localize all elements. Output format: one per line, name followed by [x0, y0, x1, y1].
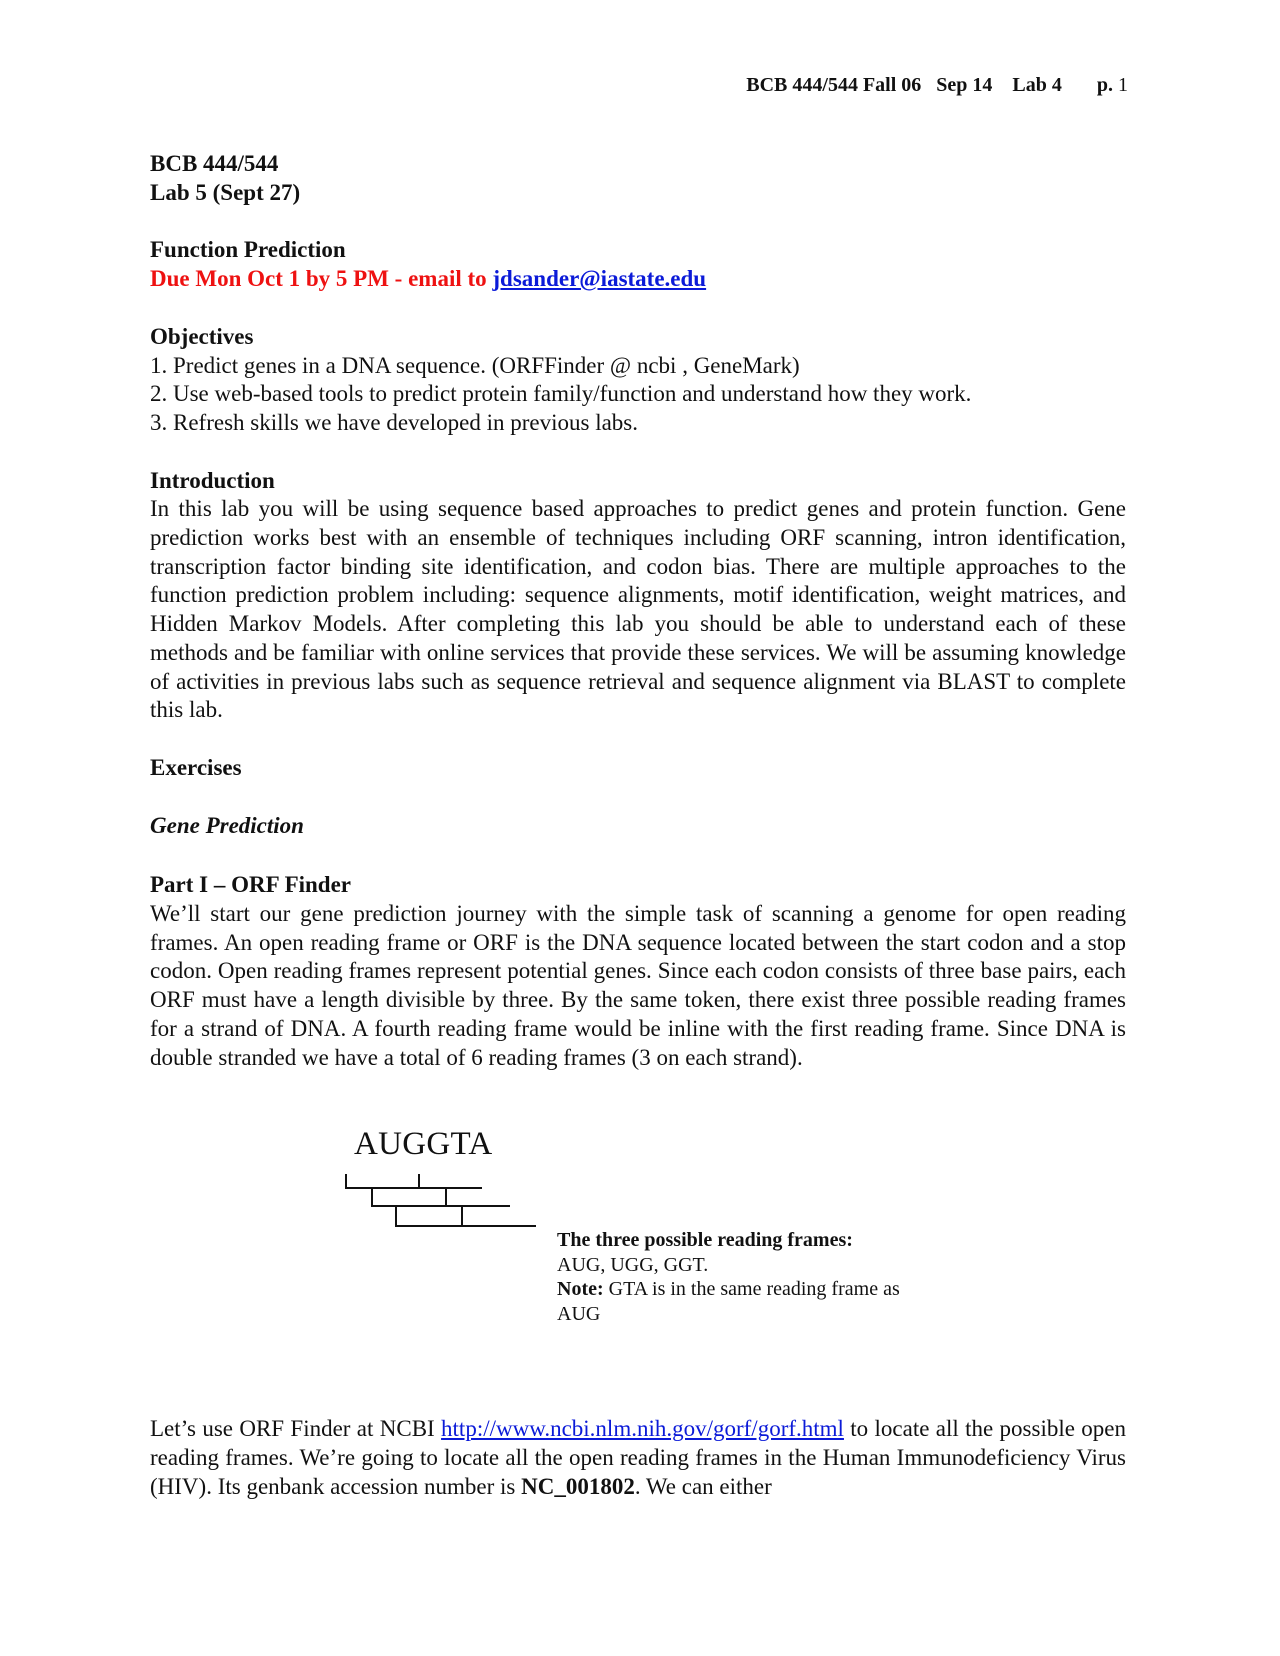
reading-frame-brackets: [340, 1144, 540, 1224]
introduction-paragraph: In this lab you will be using sequence based approaches to predict genes and protein function. Gene prediction works best with an ensemble of techniques including ORF scanning, intron identification, transcription factor binding site identification, and codon bias. There are multiple approaches to the function prediction problem including: sequence alignments, motif identification, weight matrices, and Hidden Markov Models. After completing this lab you should be able to understand each of these methods and be familiar with online services that provide these services. We will be assuming knowledge of activities in previous labs such as sequence retrieval and sequence alignment via BLAST to complete this lab.: [150, 496, 1126, 723]
ncbi-orf-link[interactable]: http://www.ncbi.nlm.nih.gov/gorf/gorf.html: [441, 1416, 844, 1441]
part1-paragraph: We’ll start our gene prediction journey with the simple task of scanning a genome for open reading frames. An open reading frame or ORF is the DNA sequence located between the start codon and a stop codon. Open reading frames represent potential genes. Since each codon consists of three base pairs, each ORF must have a length divisible by three. By the same token, there exist three possible reading frames for a strand of DNA. A fourth reading frame would be inline with the first reading frame. Since DNA is double stranded we have a total of 6 reading frames (3 on each strand).: [150, 901, 1126, 1070]
function-prediction-heading: Function Prediction: [150, 237, 346, 263]
introduction-heading: Introduction: [150, 467, 275, 493]
caption-note: [557, 1277, 937, 1326]
orf-text-start: Let’s use ORF Finder at NCBI: [150, 1416, 442, 1441]
accession-number: NC_001802: [521, 1474, 635, 1499]
part1-heading: Part I – ORF Finder: [150, 872, 352, 898]
exercises-heading: Exercises: [150, 754, 242, 780]
page-header: [746, 74, 1128, 97]
header-page-number: 1: [1118, 74, 1128, 96]
note-text: GTA is in the same reading frame as AUG: [557, 1278, 900, 1325]
main-content: [150, 150, 1126, 1072]
figure-caption: [557, 1228, 937, 1326]
frame-3-bracket: [396, 1206, 536, 1226]
title-course: BCB 444/544: [150, 151, 279, 176]
note-label: Note:: [557, 1278, 604, 1300]
objective-item-3: 3. Refresh skills we have developed in previous labs.: [150, 409, 638, 435]
header-date: Sep 14: [936, 74, 993, 96]
title-lab: Lab 5 (Sept 27): [150, 179, 301, 205]
objective-item-2: 2. Use web-based tools to predict protein family/function and understand how they work.: [150, 381, 972, 407]
reading-frames-figure: [340, 1124, 540, 1224]
header-page-label: p.: [1096, 74, 1113, 96]
gene-prediction-heading: Gene Prediction: [150, 812, 304, 838]
orf-text-middle: to locate all the possible open reading frames. We’re going to locate all the open reading frames in the Human Immunodeficiency Virus (HIV). Its genbank accession number is: [150, 1416, 1126, 1499]
objective-item-1: 1. Predict genes in a DNA sequence. (ORFFinder @ ncbi , GeneMark): [150, 352, 800, 378]
frame-1-bracket: [346, 1174, 482, 1188]
header-lab: Lab 4: [1012, 74, 1062, 96]
orf-text-end: . We can either: [634, 1474, 772, 1499]
objectives-heading: Objectives: [150, 323, 254, 349]
email-link[interactable]: jdsander@iastate.edu: [492, 266, 707, 292]
due-line: [150, 265, 1126, 294]
caption-title: The three possible reading frames:: [557, 1229, 853, 1251]
frame-2-bracket: [372, 1188, 510, 1206]
header-course: BCB 444/544 Fall 06: [746, 74, 922, 96]
orf-finder-paragraph: [150, 1414, 1126, 1501]
figure-sequence: AUGGTA: [354, 1126, 493, 1162]
caption-frames: AUG, UGG, GGT.: [557, 1253, 709, 1276]
due-text: Due Mon Oct 1 by 5 PM - email to: [150, 266, 493, 292]
